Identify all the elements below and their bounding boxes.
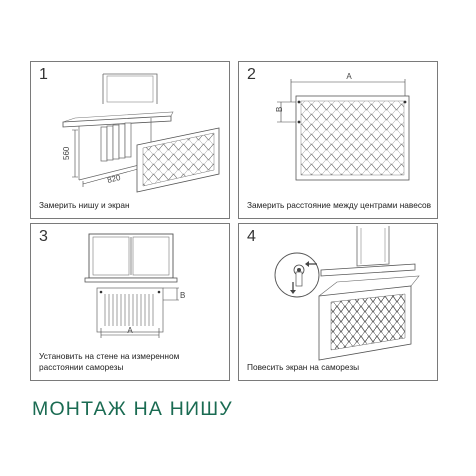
step-number: 4	[247, 228, 256, 245]
step-caption: Замерить расстояние между центрами навесов	[247, 200, 432, 210]
step-4-panel	[238, 223, 438, 381]
step-4-illustration	[239, 224, 439, 382]
step-3-panel	[30, 223, 230, 381]
step-caption: Установить на стене на измеренном расстоянии саморезы	[39, 351, 180, 372]
step-2-illustration	[239, 62, 439, 220]
dim-width: 820	[106, 172, 122, 185]
step-caption: Повесить экран на саморезы	[247, 362, 360, 372]
dim-b: B	[180, 291, 186, 300]
step-number: 1	[39, 66, 48, 83]
step-1-panel	[30, 61, 230, 219]
step-2-panel	[238, 61, 438, 219]
step-1-illustration	[31, 62, 231, 220]
page-title: МОНТАЖ НА НИШУ	[32, 398, 233, 420]
dim-b: B	[275, 106, 284, 112]
dim-height: 560	[62, 146, 71, 160]
step-number: 2	[247, 66, 256, 83]
step-caption: Замерить нишу и экран	[39, 200, 130, 210]
step-number: 3	[39, 228, 48, 245]
dim-a: A	[127, 326, 133, 335]
dim-a: A	[346, 72, 352, 81]
